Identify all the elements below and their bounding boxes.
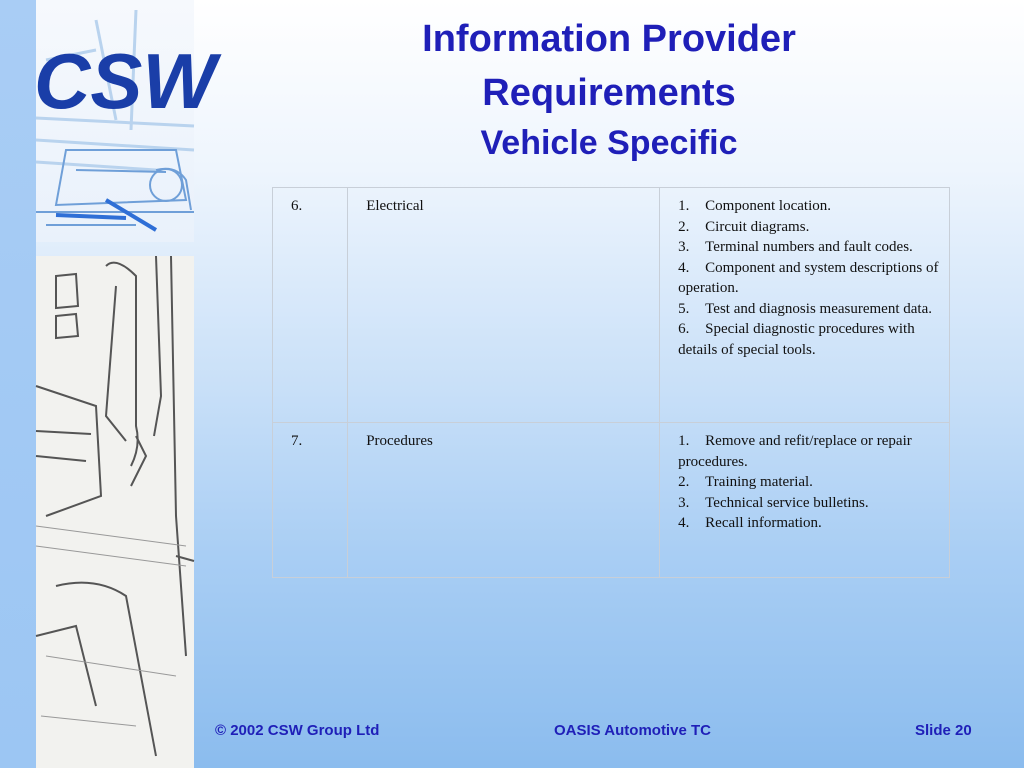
- list-item-text: Training material.: [705, 474, 813, 490]
- logo-text: CSW: [34, 37, 216, 125]
- table-row: [273, 188, 950, 423]
- list-item: [678, 217, 939, 238]
- list-item-text: Circuit diagrams.: [705, 218, 810, 235]
- slide-subtitle: Vehicle Specific: [480, 124, 738, 162]
- photo-panel: [36, 256, 194, 768]
- logo-panel: [34, 0, 216, 242]
- slide-title-line1: Information Provider: [422, 18, 796, 60]
- footer-center: OASIS Automotive TC: [554, 722, 711, 739]
- slide-title-line2: Requirements: [482, 72, 736, 114]
- list-item-number: 4.: [678, 259, 690, 276]
- table-row: [273, 423, 950, 578]
- list-item-text: Technical service bulletins.: [705, 494, 869, 511]
- row-category: Procedures: [348, 423, 660, 578]
- sketch-image: [36, 256, 194, 768]
- list-item-text: Component location.: [705, 198, 831, 214]
- requirements-table: [272, 187, 950, 578]
- list-item-text: Special diagnostic procedures with details of special tools.: [678, 321, 915, 358]
- list-item-number: 2.: [678, 218, 690, 235]
- list-item: [678, 196, 939, 217]
- row-category: Electrical: [348, 188, 660, 423]
- left-band: [0, 0, 36, 768]
- list-item-text: Recall information.: [705, 515, 822, 531]
- row-number: 6.: [273, 188, 348, 423]
- list-item-number: 6.: [678, 321, 690, 337]
- list-item-number: 2.: [678, 474, 690, 490]
- list-item-number: 4.: [678, 515, 690, 531]
- list-item-text: Remove and refit/replace or repair procedures.: [678, 433, 912, 470]
- footer-slide-number: Slide 20: [915, 722, 972, 739]
- list-item-number: 3.: [678, 239, 690, 255]
- list-item-text: Test and diagnosis measurement data.: [705, 300, 932, 317]
- list-item: [678, 472, 939, 493]
- list-item: [678, 431, 939, 472]
- logo-graphic: [34, 0, 216, 242]
- list-item: [678, 237, 939, 258]
- list-item: [678, 493, 939, 514]
- list-item-number: 1.: [678, 433, 690, 449]
- list-item: [678, 258, 939, 299]
- list-item-number: 1.: [678, 198, 690, 214]
- row-items: [660, 188, 950, 423]
- list-item-text: Component and system descriptions of operation.: [678, 259, 939, 296]
- list-item-number: 3.: [678, 494, 690, 511]
- list-item-number: 5.: [678, 300, 690, 317]
- list-item: [678, 299, 939, 320]
- footer-copyright: © 2002 CSW Group Ltd: [215, 722, 380, 739]
- row-number: 7.: [273, 423, 348, 578]
- list-item-text: Terminal numbers and fault codes.: [705, 239, 913, 255]
- list-item: [678, 319, 939, 360]
- list-item: [678, 513, 939, 534]
- row-items: [660, 423, 950, 578]
